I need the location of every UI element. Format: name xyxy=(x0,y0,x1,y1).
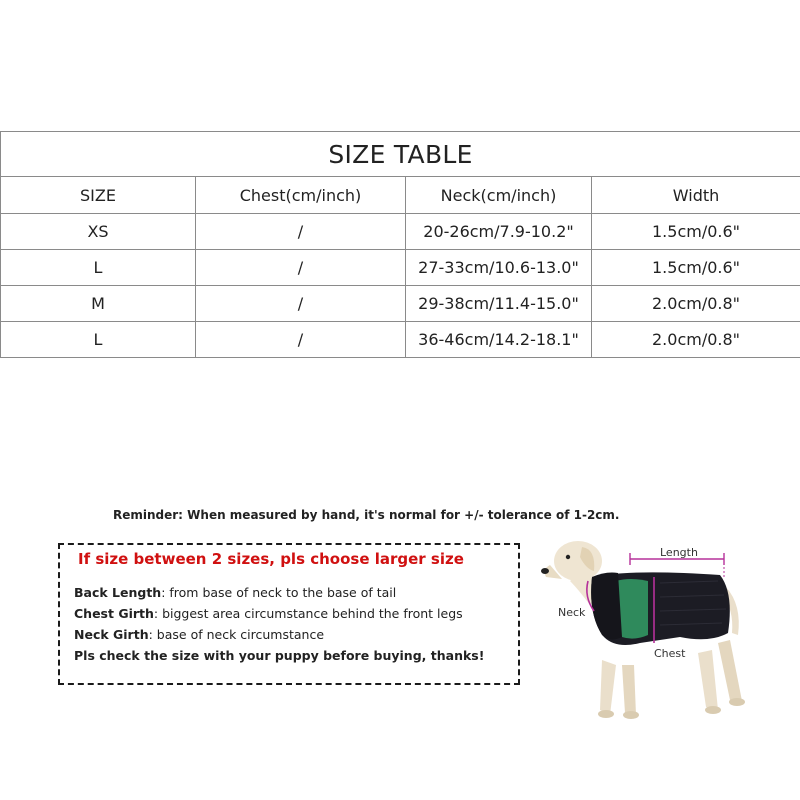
neck-label: Neck xyxy=(558,606,586,619)
chest-girth-label: Chest Girth xyxy=(74,606,154,621)
cell-size: L xyxy=(1,250,196,286)
tips-headline: If size between 2 sizes, pls choose larger size xyxy=(78,550,464,568)
size-table xyxy=(0,131,800,358)
cell-size: L xyxy=(1,322,196,358)
back-length-text: : from base of neck to the base of tail xyxy=(161,585,397,600)
neck-girth-line xyxy=(74,627,324,642)
measurement-reminder: Reminder: When measured by hand, it's normal for +/- tolerance of 1-2cm. xyxy=(113,508,620,522)
cell-neck: 29-38cm/11.4-15.0" xyxy=(406,286,592,322)
chest-girth-text: : biggest area circumstance behind the front legs xyxy=(153,606,463,621)
cell-chest: / xyxy=(196,286,406,322)
table-row xyxy=(1,214,800,250)
back-length-line xyxy=(74,585,396,600)
cell-width: 2.0cm/0.8" xyxy=(592,286,800,322)
neck-girth-label: Neck Girth xyxy=(74,627,149,642)
cell-chest: / xyxy=(196,322,406,358)
cell-chest: / xyxy=(196,250,406,286)
header-width: Width xyxy=(592,177,800,214)
table-row xyxy=(1,322,800,358)
chest-label: Chest xyxy=(654,647,686,660)
length-label: Length xyxy=(660,546,698,559)
cell-neck: 20-26cm/7.9-10.2" xyxy=(406,214,592,250)
closing-note: Pls check the size with your puppy before buying, thanks! xyxy=(74,648,485,663)
header-chest: Chest(cm/inch) xyxy=(196,177,406,214)
cell-size: M xyxy=(1,286,196,322)
cell-chest: / xyxy=(196,214,406,250)
table-title: SIZE TABLE xyxy=(1,132,800,177)
cell-neck: 36-46cm/14.2-18.1" xyxy=(406,322,592,358)
cell-width: 2.0cm/0.8" xyxy=(592,322,800,358)
cell-neck: 27-33cm/10.6-13.0" xyxy=(406,250,592,286)
cell-width: 1.5cm/0.6" xyxy=(592,214,800,250)
cell-size: XS xyxy=(1,214,196,250)
chest-girth-line xyxy=(74,606,463,621)
table-row xyxy=(1,250,800,286)
sizing-tips-box xyxy=(58,543,520,685)
header-size: SIZE xyxy=(1,177,196,214)
table-header-row xyxy=(1,177,800,214)
dog-coat xyxy=(591,572,730,645)
header-neck: Neck(cm/inch) xyxy=(406,177,592,214)
cell-width: 1.5cm/0.6" xyxy=(592,250,800,286)
back-length-label: Back Length xyxy=(74,585,162,600)
table-row xyxy=(1,286,800,322)
dog-measurement-figure xyxy=(530,525,800,730)
neck-girth-text: : base of neck circumstance xyxy=(148,627,325,642)
